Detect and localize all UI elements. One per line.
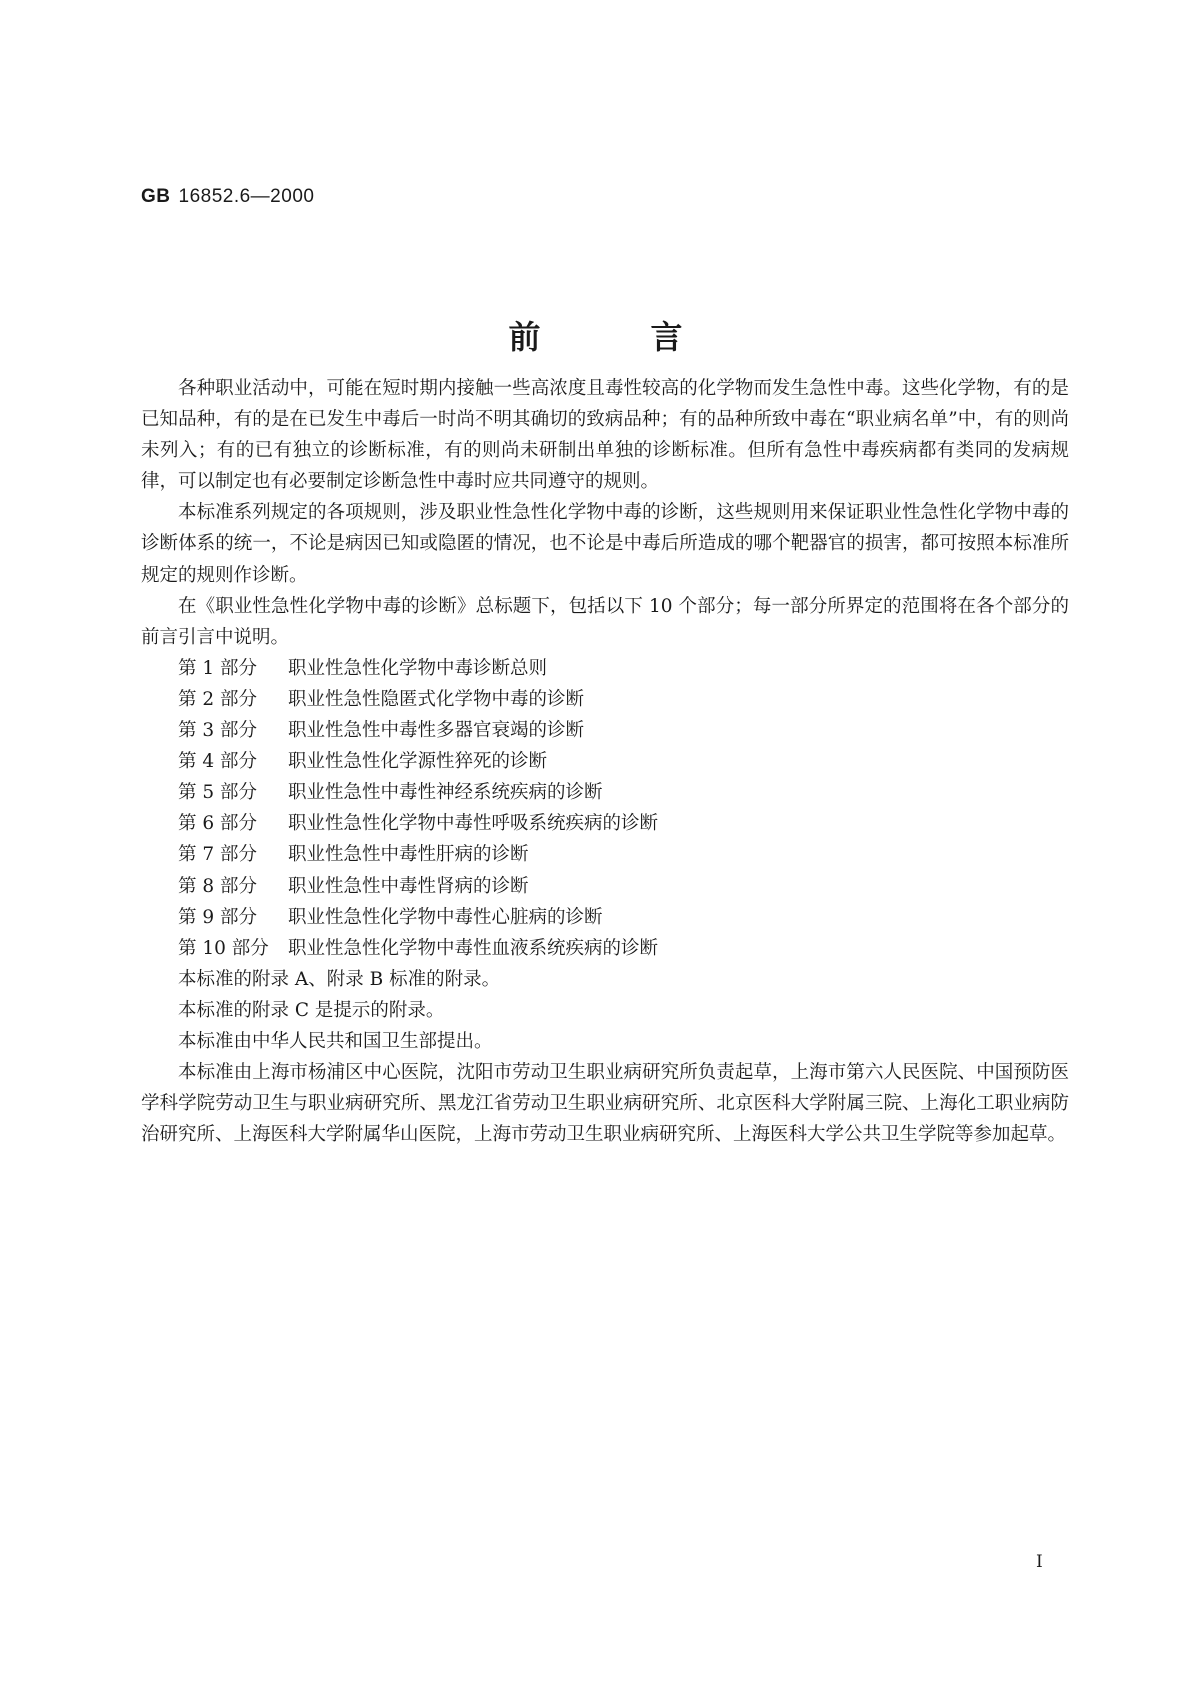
part-title: 职业性急性化学源性猝死的诊断 bbox=[288, 751, 548, 773]
document-body bbox=[141, 373, 1069, 1150]
part-number: 第 7 部分 bbox=[178, 844, 258, 866]
list-item bbox=[141, 653, 1069, 684]
part-title: 职业性急性化学物中毒性呼吸系统疾病的诊断 bbox=[288, 813, 659, 835]
list-item bbox=[141, 777, 1069, 808]
part-title: 职业性急性中毒性神经系统疾病的诊断 bbox=[288, 782, 603, 804]
paragraph-proposed-by: 本标准由中华人民共和国卫生部提出。 bbox=[178, 1030, 493, 1052]
standard-code bbox=[141, 186, 314, 208]
paragraph-scope: 本标准系列规定的各项规则，涉及职业性急性化学物中毒的诊断，这些规则用来保证职业性急性化学物中毒的诊断体系的统一，不论是病因已知或隐匿的情况，也不论是中毒后所造成的哪个靶器官的损害，都可按照本标准所规定的规则作诊断。 bbox=[141, 502, 1069, 586]
part-number: 第 1 部分 bbox=[178, 657, 258, 679]
part-title: 职业性急性化学物中毒性血液系统疾病的诊断 bbox=[288, 937, 659, 959]
list-item bbox=[141, 808, 1069, 839]
part-title: 职业性急性化学物中毒性心脏病的诊断 bbox=[288, 906, 603, 928]
list-item bbox=[141, 871, 1069, 902]
paragraph-parts-intro: 在《职业性急性化学物中毒的诊断》总标题下，包括以下 10 个部分；每一部分所界定的范围将在各个部分的前言引言中说明。 bbox=[141, 595, 1069, 648]
part-title: 职业性急性隐匿式化学物中毒的诊断 bbox=[288, 688, 585, 710]
part-number: 第 9 部分 bbox=[178, 906, 258, 928]
paragraph-appendix-ab: 本标准的附录 A、附录 B 标准的附录。 bbox=[178, 968, 501, 990]
part-title: 职业性急性中毒性肾病的诊断 bbox=[288, 875, 529, 897]
list-item bbox=[141, 715, 1069, 746]
paragraph-drafted-by: 本标准由上海市杨浦区中心医院，沈阳市劳动卫生职业病研究所负责起草，上海市第六人民医院、中国预防医学科学院劳动卫生与职业病研究所、黑龙江省劳动卫生职业病研究所、北京医科大学附属三院、上海化工职业病防治研究所、上海医科大学附属华山医院，上海市劳动卫生职业病研究所、上海医科大学公共卫生学院等参加起草。 bbox=[141, 1062, 1069, 1146]
list-item bbox=[141, 684, 1069, 715]
part-title: 职业性急性中毒性多器官衰竭的诊断 bbox=[288, 720, 585, 742]
page-title: 前言 bbox=[508, 318, 793, 356]
part-number: 第 2 部分 bbox=[178, 688, 258, 710]
standard-number: 16852.6—2000 bbox=[178, 186, 315, 207]
parts-list bbox=[141, 653, 1069, 964]
part-number: 第 5 部分 bbox=[178, 782, 258, 804]
list-item bbox=[141, 746, 1069, 777]
list-item bbox=[141, 902, 1069, 933]
part-title: 职业性急性化学物中毒诊断总则 bbox=[288, 657, 548, 679]
part-number: 第 4 部分 bbox=[178, 751, 258, 773]
part-number: 第 8 部分 bbox=[178, 875, 258, 897]
page-number: I bbox=[1036, 1552, 1043, 1572]
standard-prefix: GB bbox=[141, 186, 171, 207]
part-title: 职业性急性中毒性肝病的诊断 bbox=[288, 844, 529, 866]
part-number: 第 3 部分 bbox=[178, 720, 258, 742]
list-item bbox=[141, 839, 1069, 870]
paragraph-intro: 各种职业活动中，可能在短时期内接触一些高浓度且毒性较高的化学物而发生急性中毒。这些化学物，有的是已知品种，有的是在已发生中毒后一时尚不明其确切的致病品种；有的品种所致中毒在“职业病名单”中，有的则尚未列入；有的已有独立的诊断标准，有的则尚未研制出单独的诊断标准。但所有急性中毒疾病都有类同的发病规律，可以制定也有必要制定诊断急性中毒时应共同遵守的规则。 bbox=[141, 378, 1069, 493]
paragraph-appendix-c: 本标准的附录 C 是提示的附录。 bbox=[178, 999, 445, 1021]
part-number: 第 6 部分 bbox=[178, 813, 258, 835]
list-item bbox=[141, 933, 1069, 964]
part-number: 第 10 部分 bbox=[178, 937, 269, 959]
